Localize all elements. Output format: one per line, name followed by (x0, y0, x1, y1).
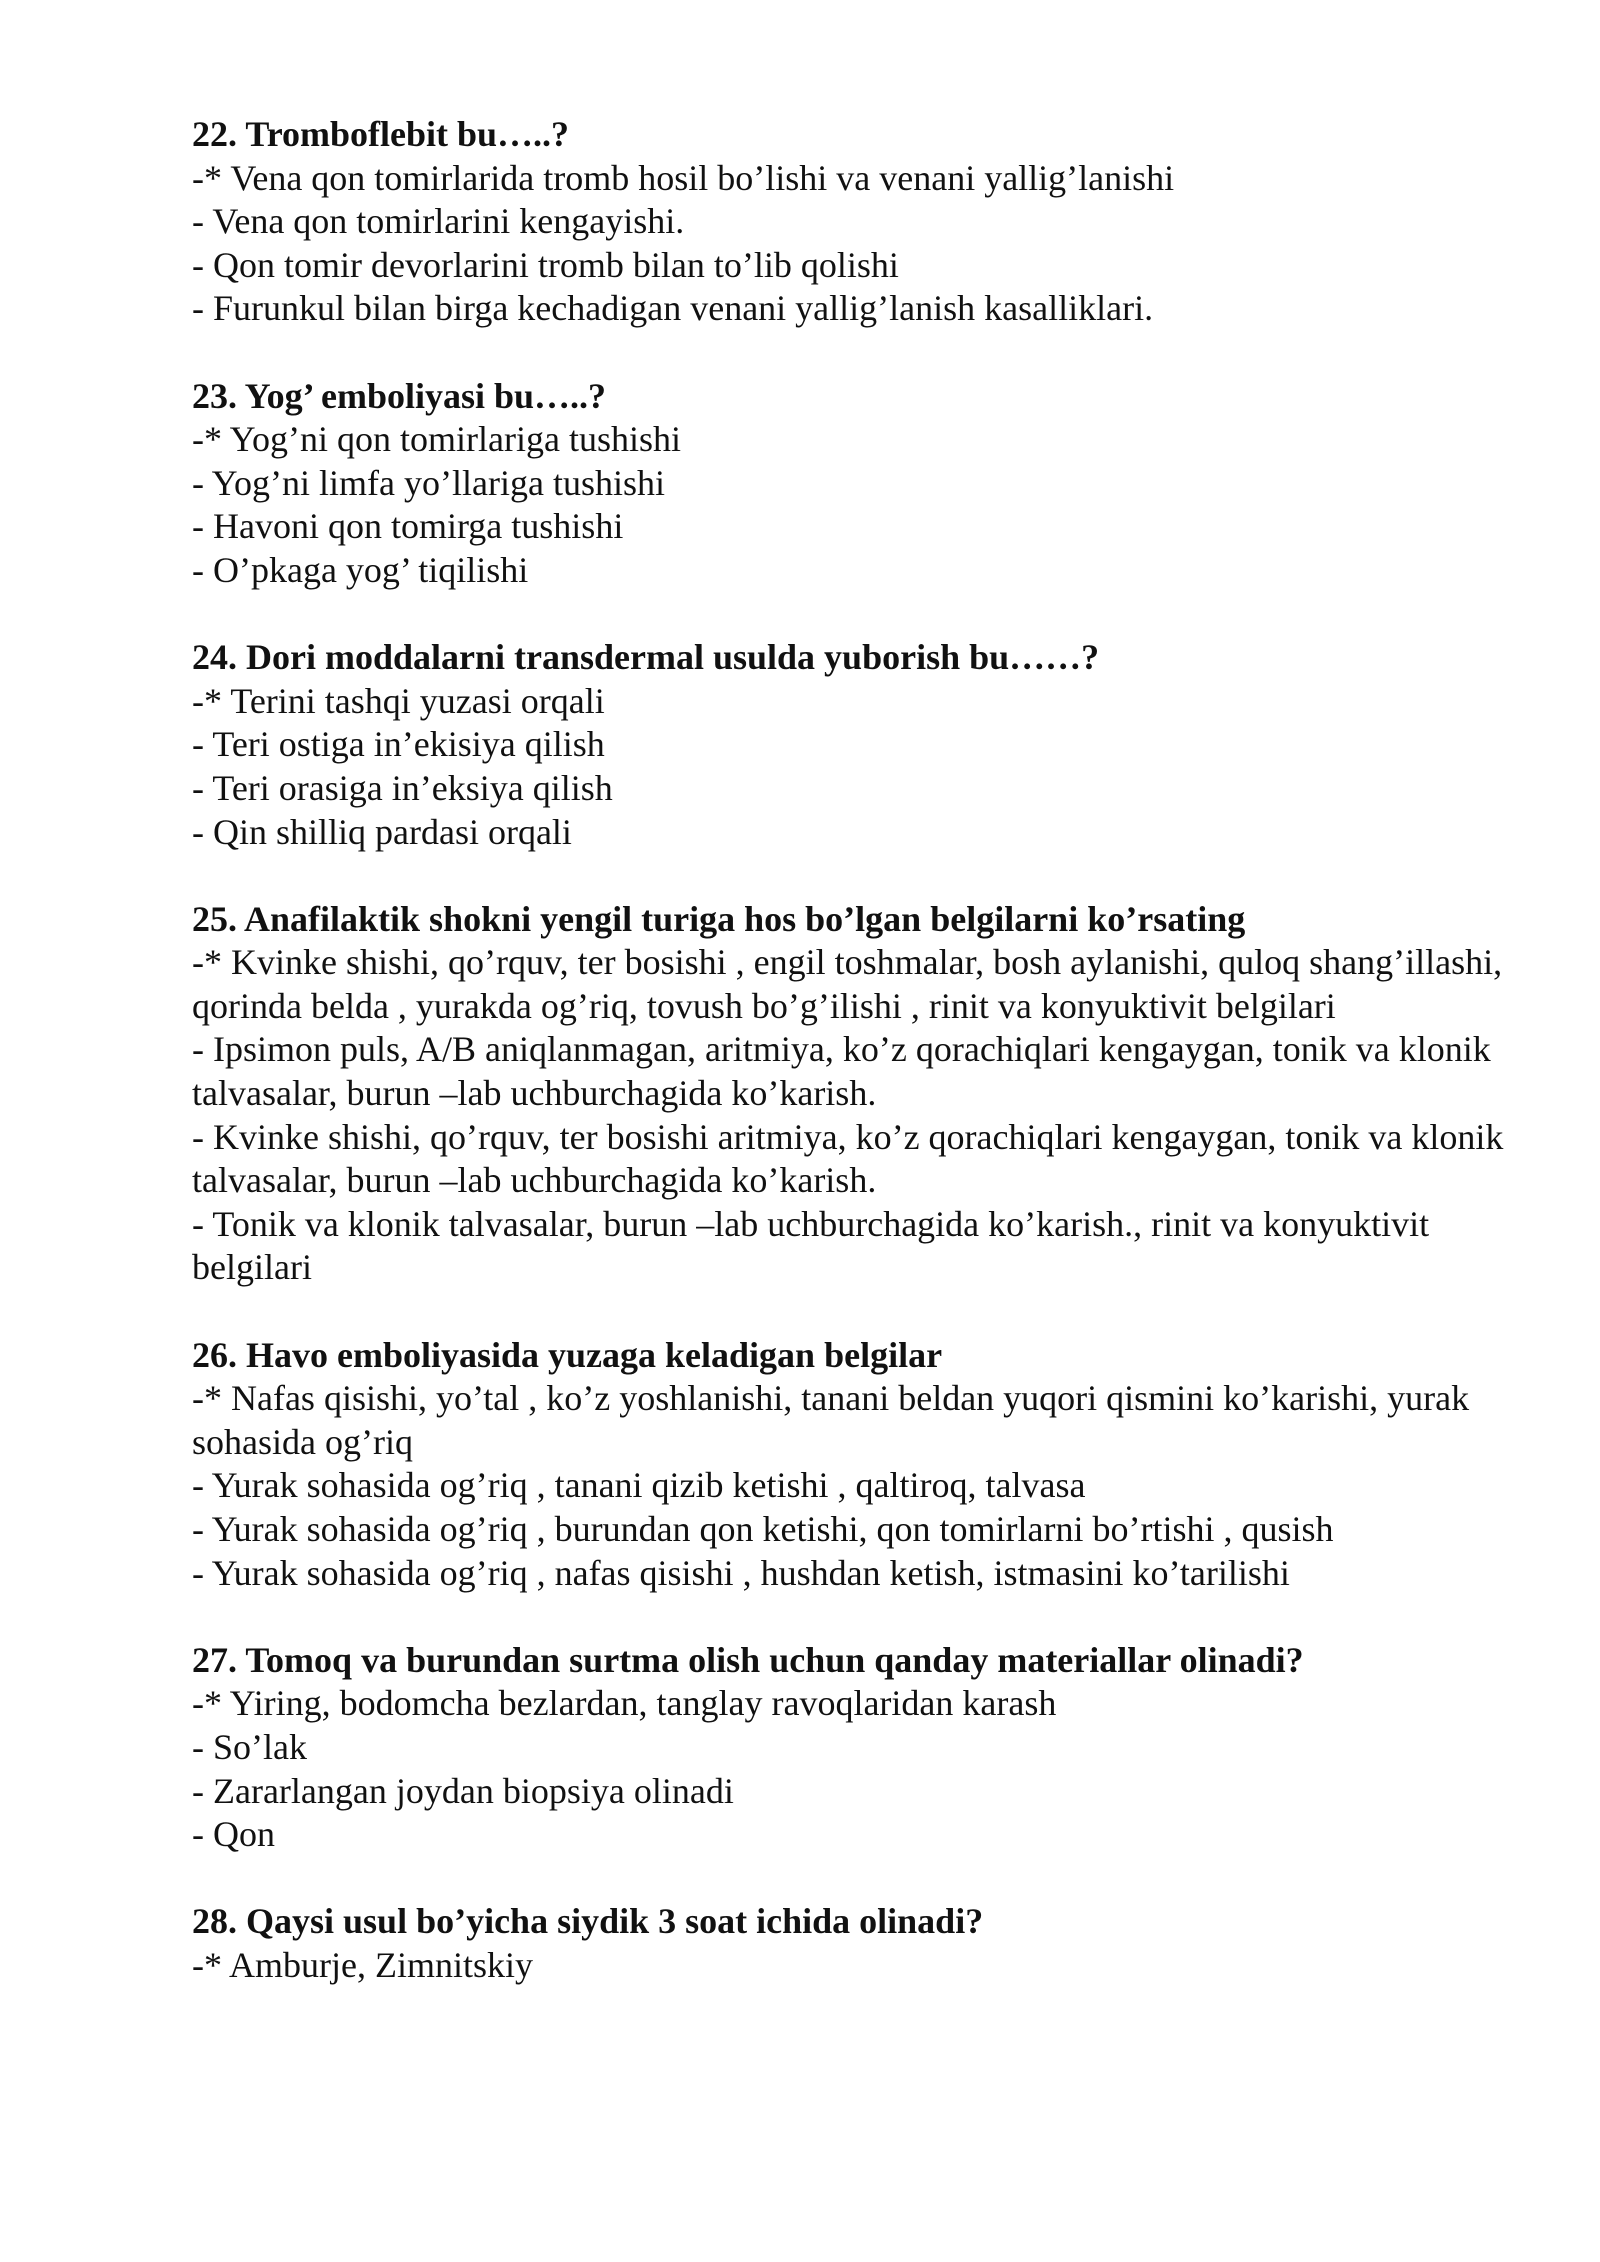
answer-option: - Kvinke shishi, qo’rquv, ter bosishi aritmiya, ko’z qorachiqlari kengaygan, tonik va klonik talvasalar, burun –lab uchburchagida ko’karish. (192, 1116, 1504, 1201)
question-title: 28. Qaysi usul bo’yicha siydik 3 soat ichida olinadi? (192, 1901, 984, 1942)
answer-option: -* Terini tashqi yuzasi orqali (192, 680, 605, 721)
answer-option: - Yurak sohasida og’riq , nafas qisishi , hushdan ketish, istmasini ko’tarilishi (192, 1552, 1290, 1593)
question-title: 22. Tromboflebit bu…..? (192, 114, 570, 154)
answer-option: -* Amburje, Zimnitskiy (192, 1944, 533, 1985)
answer-option: - Qin shilliq pardasi orqali (192, 811, 572, 852)
question-title: 23. Yog’ emboliyasi bu…..? (192, 375, 607, 416)
answer-option: - Tonik va klonik talvasalar, burun –lab uchburchagida ko’karish., rinit va konyuktivit belgilari (192, 1203, 1430, 1288)
answer-option: -* Kvinke shishi, qo’rquv, ter bosishi , engil toshmalar, bosh aylanishi, quloq shang’illashi, qorinda belda , yurakda og’riq, tovush bo’g’ilishi , rinit va konyuktivit belgilari (192, 942, 1503, 1026)
answer-option: -* Yog’ni qon tomirlariga tushishi (192, 419, 682, 460)
answer-option: - Qon (192, 1814, 275, 1855)
answer-option: - Teri ostiga in’ekisiya qilish (192, 724, 605, 765)
answer-option: -* Vena qon tomirlarida tromb hosil bo’lishi va venani yallig’lanishi (192, 157, 1175, 198)
answer-option: - Havoni qon tomirga tushishi (192, 506, 624, 547)
question-25 (192, 898, 1512, 1290)
answer-option: - Ipsimon puls, A/B aniqlanmagan, aritmiya, ko’z qorachiqlari kengaygan, tonik va klonik talvasalar, burun –lab uchburchagida ko’karish. (192, 1029, 1491, 1114)
answer-option: - So’lak (192, 1726, 307, 1767)
question-title: 27. Tomoq va burundan surtma olish uchun qanday materiallar olinadi? (192, 1639, 1304, 1680)
question-title: 26. Havo emboliyasida yuzaga keladigan belgilar (192, 1334, 943, 1375)
answer-option: - Teri orasiga in’eksiya qilish (192, 767, 613, 808)
question-title: 25. Anafilaktik shokni yengil turiga hos bo’lgan belgilarni ko’rsating (192, 898, 1246, 939)
document-page (192, 113, 1512, 2031)
answer-option: - Zararlangan joydan biopsiya olinadi (192, 1770, 734, 1811)
answer-option: -* Yiring, bodomcha bezlardan, tanglay ravoqlaridan karash (192, 1683, 1057, 1724)
answer-option: - Yurak sohasida og’riq , burundan qon ketishi, qon tomirlarni bo’rtishi , qusish (192, 1509, 1334, 1549)
answer-option: - Qon tomir devorlarini tromb bilan to’lib qolishi (192, 244, 899, 285)
answer-option: - Vena qon tomirlarini kengayishi. (192, 201, 685, 242)
answer-option: - Yog’ni limfa yo’llariga tushishi (192, 462, 665, 503)
question-28 (192, 1900, 1512, 1987)
answer-option: -* Nafas qisishi, yo’tal , ko’z yoshlanishi, tanani beldan yuqori qismini ko’karishi, yurak sohasida og’riq (192, 1378, 1470, 1462)
answer-option: - O’pkaga yog’ tiqilishi (192, 549, 529, 590)
question-26 (192, 1334, 1512, 1596)
question-23 (192, 375, 1512, 593)
question-24 (192, 636, 1512, 854)
question-title: 24. Dori moddalarni transdermal usulda yuborish bu……? (192, 637, 1100, 678)
question-22 (192, 113, 1512, 331)
answer-option: - Yurak sohasida og’riq , tanani qizib ketishi , qaltiroq, talvasa (192, 1465, 1086, 1506)
question-27 (192, 1639, 1512, 1857)
answer-option: - Furunkul bilan birga kechadigan venani yallig’lanish kasalliklari. (192, 288, 1154, 329)
